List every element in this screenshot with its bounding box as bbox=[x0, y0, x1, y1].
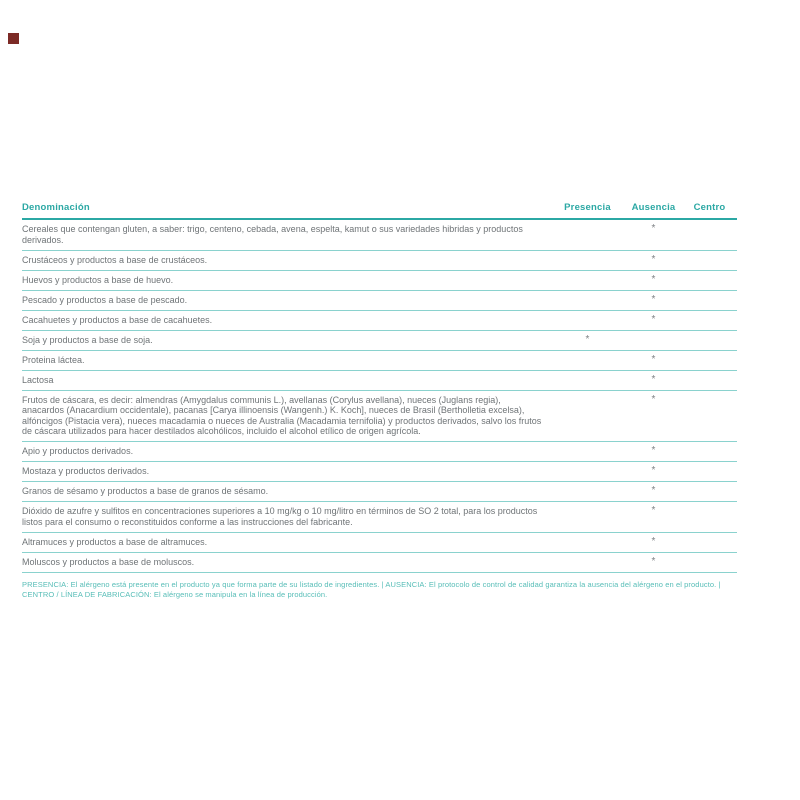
table-row bbox=[22, 462, 737, 482]
ausencia-cell: * bbox=[651, 393, 656, 405]
presencia-cell bbox=[550, 375, 625, 386]
table-body bbox=[22, 220, 737, 573]
denominacion-cell: Altramuces y productos a base de altramuces. bbox=[22, 536, 208, 547]
presencia-cell bbox=[550, 295, 625, 306]
table-row bbox=[22, 291, 737, 311]
ausencia-cell: * bbox=[651, 373, 656, 385]
presencia-cell bbox=[550, 466, 625, 477]
presencia-cell bbox=[550, 275, 625, 286]
table-row bbox=[22, 271, 737, 291]
centro-cell bbox=[682, 315, 737, 326]
presencia-cell bbox=[550, 315, 625, 326]
presencia-cell bbox=[550, 506, 625, 527]
table-row bbox=[22, 351, 737, 371]
table-header-row bbox=[22, 202, 737, 220]
presencia-cell bbox=[550, 446, 625, 457]
table-row bbox=[22, 502, 737, 533]
denominacion-cell: Frutos de cáscara, es decir: almendras (Amygdalus communis L.), avellanas (Corylus avellana), nueces (Juglans regia), anacardos (Anacardium occidentale), pacanas [Carya illinoensis (Wangenh.) K. Koch], nueces de Brasil (Bertholletia excelsa), alfóncigos (Pistacia vera), nueces macadamia o nueces de Australia (Macadamia ternifolia) y productos derivados, salvo los frutos de cáscara utilizados para hacer destilados alcohólicos, incluido el alcohol etílico de origen agrícola. bbox=[22, 394, 542, 436]
ausencia-cell: * bbox=[651, 293, 656, 305]
table-row bbox=[22, 311, 737, 331]
ausencia-cell bbox=[625, 335, 682, 346]
ausencia-cell: * bbox=[651, 313, 656, 325]
centro-cell bbox=[682, 355, 737, 366]
presencia-cell bbox=[550, 355, 625, 366]
table-row bbox=[22, 371, 737, 391]
table-row bbox=[22, 220, 737, 251]
ausencia-cell: * bbox=[651, 465, 656, 476]
denominacion-cell: Cacahuetes y productos a base de cacahuetes. bbox=[22, 314, 213, 325]
ausencia-cell: * bbox=[651, 485, 656, 496]
table-row bbox=[22, 533, 737, 553]
denominacion-cell: Moluscos y productos a base de moluscos. bbox=[22, 556, 195, 567]
denominacion-cell: Granos de sésamo y productos a base de granos de sésamo. bbox=[22, 486, 269, 496]
centro-cell bbox=[682, 506, 737, 527]
centro-cell bbox=[682, 375, 737, 386]
presencia-cell bbox=[550, 537, 625, 548]
table-row bbox=[22, 553, 737, 573]
ausencia-cell: * bbox=[651, 535, 656, 547]
denominacion-cell: Soja y productos a base de soja. bbox=[22, 334, 153, 345]
table-row bbox=[22, 482, 737, 502]
centro-cell bbox=[682, 275, 737, 286]
centro-cell bbox=[682, 537, 737, 548]
denominacion-cell: Lactosa bbox=[22, 374, 54, 385]
centro-cell bbox=[682, 295, 737, 306]
centro-cell bbox=[682, 446, 737, 457]
presencia-cell bbox=[550, 224, 625, 245]
centro-cell bbox=[682, 395, 737, 437]
ausencia-cell: * bbox=[651, 505, 656, 516]
denominacion-cell: Mostaza y productos derivados. bbox=[22, 466, 150, 476]
centro-cell bbox=[682, 557, 737, 568]
presencia-cell bbox=[550, 486, 625, 497]
denominacion-cell: Proteina láctea. bbox=[22, 354, 85, 365]
denominacion-cell: Cereales que contengan gluten, a saber: trigo, centeno, cebada, avena, espelta, kamut o sus variedades hibridas y productos derivados. bbox=[22, 224, 523, 245]
ausencia-cell: * bbox=[651, 273, 656, 285]
denominacion-cell: Huevos y productos a base de huevo. bbox=[22, 274, 174, 285]
presencia-cell bbox=[550, 395, 625, 437]
centro-cell bbox=[682, 466, 737, 477]
column-header-centro: Centro bbox=[693, 202, 726, 213]
centro-cell bbox=[682, 335, 737, 346]
table-row bbox=[22, 442, 737, 462]
centro-cell bbox=[682, 486, 737, 497]
table-row bbox=[22, 391, 737, 443]
ausencia-cell: * bbox=[651, 445, 656, 456]
centro-cell bbox=[682, 255, 737, 266]
ausencia-cell: * bbox=[651, 223, 656, 234]
ausencia-cell: * bbox=[651, 353, 656, 365]
legend-text: PRESENCIA: El alérgeno está presente en el producto ya que forma parte de su listado de ingredientes. | AUSENCIA: El protocolo de control de calidad garantiza la ausencia del alérgeno en el producto. | CENTRO / LÍNEA DE FABRICACIÓN: El alérgeno se manipula en la línea de producción. bbox=[22, 579, 721, 600]
presencia-cell bbox=[550, 255, 625, 266]
column-header-ausencia: Ausencia bbox=[631, 202, 676, 213]
presencia-cell: * bbox=[585, 333, 590, 345]
centro-cell bbox=[682, 224, 737, 245]
denominacion-cell: Dióxido de azufre y sulfitos en concentraciones superiores a 10 mg/kg o 10 mg/litro en términos de SO 2 total, para los productos listos para el consumo o reconstituidos conforme a las instrucciones del fabricante. bbox=[22, 506, 538, 527]
denominacion-cell: Crustáceos y productos a base de crustáceos. bbox=[22, 254, 208, 265]
column-header-presencia: Presencia bbox=[564, 202, 611, 213]
denominacion-cell: Apio y productos derivados. bbox=[22, 446, 134, 456]
ausencia-cell: * bbox=[651, 253, 656, 265]
allergen-table bbox=[22, 202, 737, 601]
column-header-denominacion: Denominación bbox=[22, 202, 90, 213]
table-row bbox=[22, 331, 737, 351]
denominacion-cell: Pescado y productos a base de pescado. bbox=[22, 294, 188, 305]
red-square-marker bbox=[8, 33, 19, 44]
ausencia-cell: * bbox=[651, 555, 656, 567]
presencia-cell bbox=[550, 557, 625, 568]
table-row bbox=[22, 251, 737, 271]
